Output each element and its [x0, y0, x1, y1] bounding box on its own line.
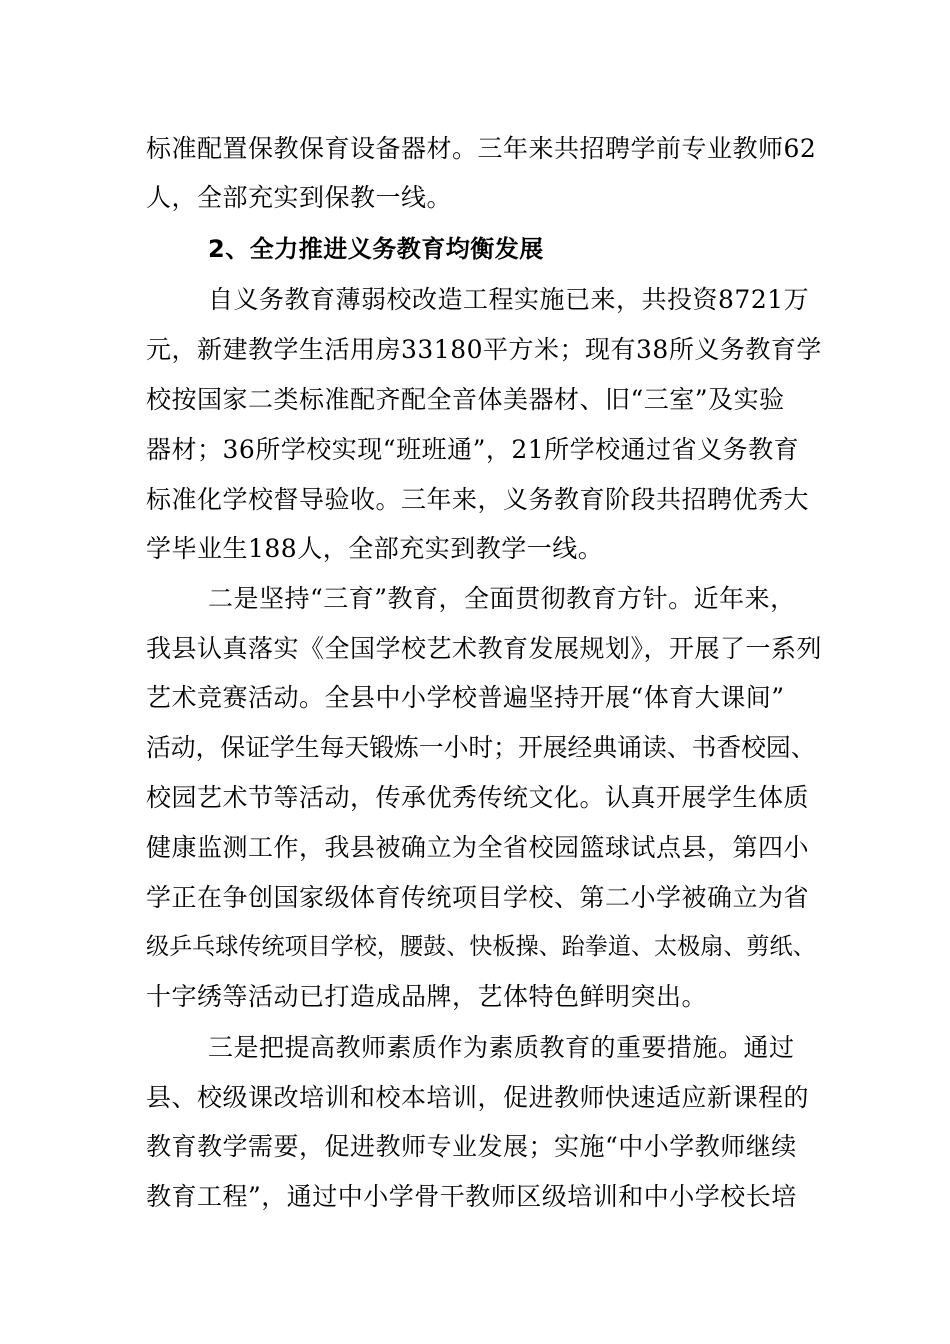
text-line: 标准配置保教保育设备器材。三年来共招聘学前专业教师62 — [146, 134, 817, 163]
section-heading: 2、全力推进义务教育均衡发展 — [208, 235, 544, 263]
text-line: 标准化学校督导验收。三年来，义务教育阶段共招聘优秀大 — [146, 485, 810, 514]
text-line: 三是把提高教师素质作为素质教育的重要措施。通过 — [208, 1033, 795, 1062]
text-line: 学正在争创国家级体育传统项目学校、第二小学被确立为省 — [146, 883, 810, 912]
text-line: 艺术竞赛活动。全县中小学校普遍坚持开展“体育大课间” — [146, 683, 785, 712]
text-line: 十字绣等活动已打造成品牌，艺体特色鲜明突出。 — [146, 982, 708, 1011]
text-line: 二是坚持“三育”教育，全面贯彻教育方针。近年来， — [208, 584, 796, 613]
text-line: 县、校级课改培训和校本培训，促进教师快速适应新课程的 — [146, 1083, 810, 1112]
text-line: 级乒乓球传统项目学校，腰鼓、快板操、跆拳道、太极扇、剪纸、 — [146, 934, 816, 960]
text-line: 元，新建教学生活用房33180平方米；现有38所义务教育学 — [146, 335, 822, 364]
text-line: 人，全部充实到保教一线。 — [146, 183, 453, 212]
text-line: 学毕业生188人，全部充实到教学一线。 — [146, 534, 604, 563]
text-line: 校园艺术节等活动，传承优秀传统文化。认真开展学生体质 — [146, 783, 810, 812]
text-line: 我县认真落实《全国学校艺术教育发展规划》，开展了一系列 — [146, 634, 823, 663]
text-line: 活动，保证学生每天锻炼一小时；开展经典诵读、书香校园、 — [146, 733, 816, 762]
text-line: 教育教学需要，促进教师专业发展；实施“中小学教师继续 — [146, 1132, 797, 1161]
text-line: 校按国家二类标准配齐配全音体美器材、旧“三室”及实验 — [146, 385, 785, 414]
text-line: 器材；36所学校实现“班班通”，21所学校通过省义务教育 — [146, 435, 800, 464]
text-line: 健康监测工作，我县被确立为全省校园篮球试点县，第四小 — [146, 833, 810, 862]
text-line: 自义务教育薄弱校改造工程实施已来，共投资8721万 — [208, 285, 810, 314]
text-line: 教育工程”，通过中小学骨干教师区级培训和中小学校长培 — [146, 1182, 797, 1211]
